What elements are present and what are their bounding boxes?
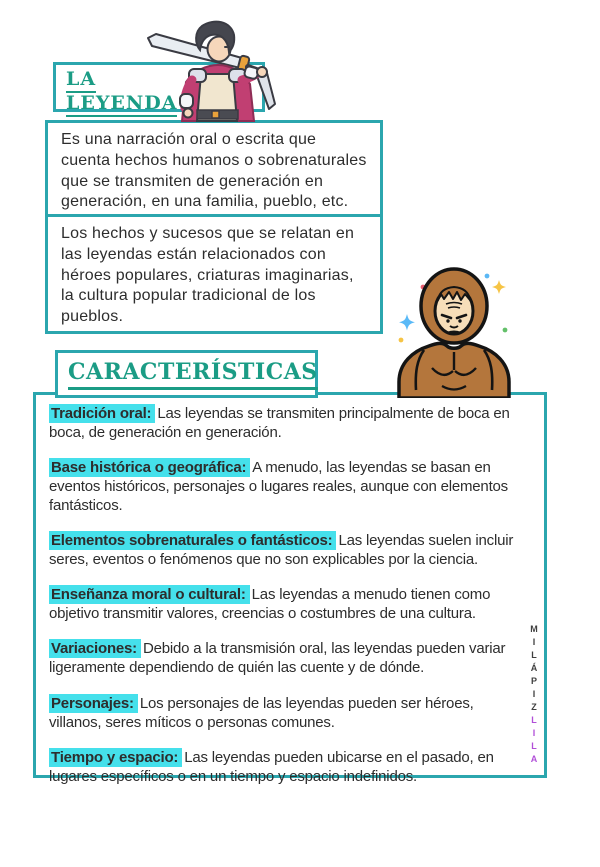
characteristic-text: Las leyendas pueden ubicarse en el pasado, en lugares específicos o en un tiempo y espacio indefinidos. bbox=[49, 748, 494, 785]
belt-buckle bbox=[212, 111, 219, 118]
page-title-line1: LA bbox=[66, 69, 96, 93]
facts-box bbox=[45, 214, 383, 334]
characteristic-label: Variaciones: bbox=[49, 639, 141, 658]
watermark-part1: MILÁPIZ bbox=[529, 624, 539, 715]
section-title-box bbox=[55, 350, 318, 398]
characteristic-item bbox=[49, 531, 516, 569]
watermark-part2: LILA bbox=[529, 715, 539, 767]
characteristic-label: Personajes: bbox=[49, 694, 138, 713]
characteristics-box bbox=[33, 392, 547, 785]
hand-right bbox=[257, 67, 267, 77]
watermark bbox=[529, 624, 538, 767]
characteristic-label: Elementos sobrenaturales o fantásticos: bbox=[49, 531, 336, 550]
characteristic-label: Base histórica o geográfica: bbox=[49, 458, 250, 477]
characteristic-item bbox=[49, 404, 516, 442]
bigfoot-illustration bbox=[394, 260, 514, 398]
characteristic-item bbox=[49, 639, 516, 677]
characteristic-text: Las leyendas suelen incluir seres, eventos o fenómenos que no son explicables por la ciencia. bbox=[49, 532, 514, 569]
definition-text: Es una narración oral o escrita que cuenta hechos humanos o sobrenaturales que se transmiten de generación en generación, en una familia, pueblo, etc. bbox=[61, 131, 367, 211]
gauntlet-left bbox=[180, 94, 193, 108]
characteristic-label: Tiempo y espacio: bbox=[49, 748, 182, 767]
characteristic-text: Las leyendas a menudo tienen como objetivo transmitir valores, creencias o costumbres de una cultura. bbox=[49, 586, 491, 623]
characteristic-text: Las leyendas se transmiten principalmente de boca en boca, de generación en generación. bbox=[49, 405, 510, 442]
characteristic-label: Tradición oral: bbox=[49, 404, 155, 423]
characteristic-text: A menudo, las leyendas se basan en eventos históricos, personajes o lugares reales, aunque con elementos fantásticos. bbox=[49, 459, 508, 515]
characteristic-item bbox=[49, 694, 516, 732]
knight-illustration bbox=[140, 18, 295, 122]
characteristic-item bbox=[49, 748, 516, 786]
characteristic-item bbox=[49, 458, 516, 515]
section-title: CARACTERÍSTICAS bbox=[68, 359, 315, 390]
characteristic-label: Enseñanza moral o cultural: bbox=[49, 585, 250, 604]
characteristic-text: Debido a la transmisión oral, las leyendas pueden variar ligeramente dependiendo de quién las cuente y de dónde. bbox=[49, 640, 506, 677]
characteristic-item bbox=[49, 585, 516, 623]
hand-left bbox=[184, 109, 193, 118]
page-title-line2: LEYENDA bbox=[66, 93, 177, 117]
characteristics-list bbox=[49, 404, 516, 786]
facts-text: Los hechos y sucesos que se relatan en las leyendas están relacionados con héroes populares, criaturas imaginarias, la cultura popular tradicional de los pueblos. bbox=[61, 225, 355, 326]
characteristic-text: Los personajes de las leyendas pueden ser héroes, villanos, seres míticos o personas comunes. bbox=[49, 694, 474, 731]
definition-box bbox=[45, 120, 383, 217]
